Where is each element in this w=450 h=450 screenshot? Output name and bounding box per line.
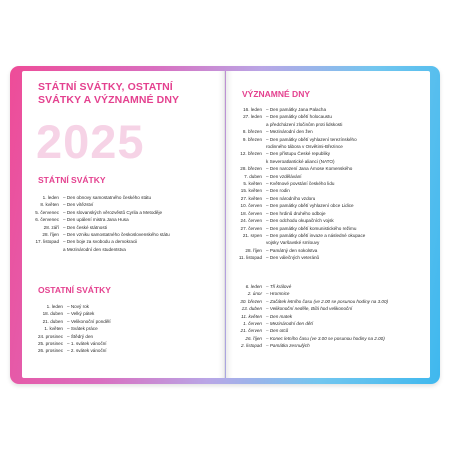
left-page bbox=[22, 71, 225, 378]
list-item: 28. říjen – Den vzniku samostatného československého státu bbox=[42, 232, 170, 238]
list-item: 1. červen – Mezinárodní den dětí bbox=[243, 321, 313, 327]
list-item: 28. září – Den české státnosti bbox=[43, 224, 107, 230]
list-item-continuation: vojsky Varšavské smlouvy bbox=[266, 240, 320, 246]
list-item: 5. červenec – Den slovanských věrozvěstů Cyrila a Metoděje bbox=[35, 209, 163, 215]
list-item: 26. prosinec – 2. svátek vánoční bbox=[37, 348, 107, 354]
list-item: 21. srpen – Den památky obětí invaze a následné okupace bbox=[242, 232, 366, 238]
list-item-continuation: rodinného tábora v Osvětimi-Březince bbox=[266, 144, 343, 150]
other-holidays-list bbox=[22, 303, 111, 355]
list-item: 8. březen – Mezinárodní den žen bbox=[242, 129, 313, 135]
list-item: 17. listopad – Den boje za svobodu a demokracii bbox=[35, 239, 138, 245]
state-holidays-heading: STÁTNÍ SVÁTKY bbox=[38, 175, 106, 185]
significant-days-list bbox=[226, 106, 365, 262]
list-item: 21. duben – Velikonoční pondělí bbox=[42, 318, 111, 324]
right-page bbox=[226, 71, 430, 378]
diary-cover bbox=[10, 66, 440, 384]
other-holidays-heading: OSTATNÍ SVÁTKY bbox=[38, 285, 111, 295]
list-item: 27. leden – Den památky obětí holocaustu bbox=[243, 114, 332, 120]
list-item: 28. březen – Den narození Jana Ámose Komenského bbox=[240, 166, 353, 172]
list-item: 28. říjen – Památný den sokolstva bbox=[245, 247, 318, 253]
significant-days-heading: VÝZNAMNÉ DNY bbox=[242, 89, 311, 99]
state-holidays-list bbox=[22, 194, 170, 253]
list-item: 2. listopad – Památka zesnulých bbox=[241, 343, 310, 349]
list-item: 13. duben – Velikonoční neděle, Bílá hod velikonoční bbox=[241, 306, 353, 312]
list-item: 2. únor – Hromnice bbox=[247, 291, 290, 297]
list-item: 1. leden – Nový rok bbox=[46, 304, 89, 309]
list-item: 27. červen – Den památky obětí komunistického režimu bbox=[240, 225, 357, 231]
list-item: 18. duben – Velký pátek bbox=[42, 311, 95, 317]
list-item: 7. duben – Den vzdělávání bbox=[244, 173, 302, 179]
list-item: 9. březen – Den památky obětí vyhlazení terezínského bbox=[242, 136, 357, 142]
page-title: STÁTNÍ SVÁTKY, OSTATNÍ SVÁTKY A VÝZNAMNÉ DNY bbox=[38, 81, 180, 106]
list-item: 10. červen – Den památky obětí vyhlazení obce Lidice bbox=[240, 203, 354, 209]
list-item-continuation: k Severoatlantické alianci (NATO) bbox=[266, 158, 335, 164]
other-days-list bbox=[226, 283, 388, 350]
list-item: 1. leden – Den obnovy samostatného českého státu bbox=[42, 195, 152, 200]
list-item-continuation: a předcházení zločinům proti lidskosti bbox=[266, 121, 343, 127]
list-item: 24. prosinec – Štědrý den bbox=[37, 333, 94, 339]
list-item: 27. květen – Den národního vzdoru bbox=[240, 195, 316, 201]
list-item: 1. květen – Svátek práce bbox=[44, 326, 98, 332]
list-item: 5. květen – Květnové povstání českého lidu bbox=[243, 181, 335, 187]
list-item: 15. květen – Den rodin bbox=[240, 188, 290, 194]
list-item: 6. červenec – Den upálení mistra Jana Husa bbox=[35, 217, 129, 223]
list-item: 11. květen – Den matek bbox=[241, 313, 293, 319]
list-item: 12. březen – Den přístupu České republiky bbox=[240, 151, 331, 157]
list-item: 8. květen – Den vítězství bbox=[40, 202, 94, 208]
list-item: 11. listopad – Den válečných veteránů bbox=[238, 255, 320, 261]
list-item: 24. červen – Den odchodu okupačních vojsk bbox=[240, 218, 334, 224]
list-item: 25. prosinec – 1. svátek vánoční bbox=[37, 341, 107, 347]
list-item: 30. březen – Začátek letního času (ve 2.00 se posunou hodiny na 3.00) bbox=[240, 298, 389, 304]
list-item: 26. říjen – Konec letního času (ve 3.00 se posunou hodiny na 2.00) bbox=[245, 335, 385, 341]
list-item: 6. leden – Tři králové bbox=[245, 284, 292, 289]
year-heading: 2025 bbox=[36, 115, 145, 168]
list-item-continuation: a Mezinárodní den studentstva bbox=[63, 246, 126, 252]
list-item: 18. červen – Den hrdinů druhého odboje bbox=[240, 210, 326, 216]
list-item: 21. červen – Den otců bbox=[240, 328, 289, 334]
list-item: 16. leden – Den památky Jana Palacha bbox=[243, 107, 327, 112]
